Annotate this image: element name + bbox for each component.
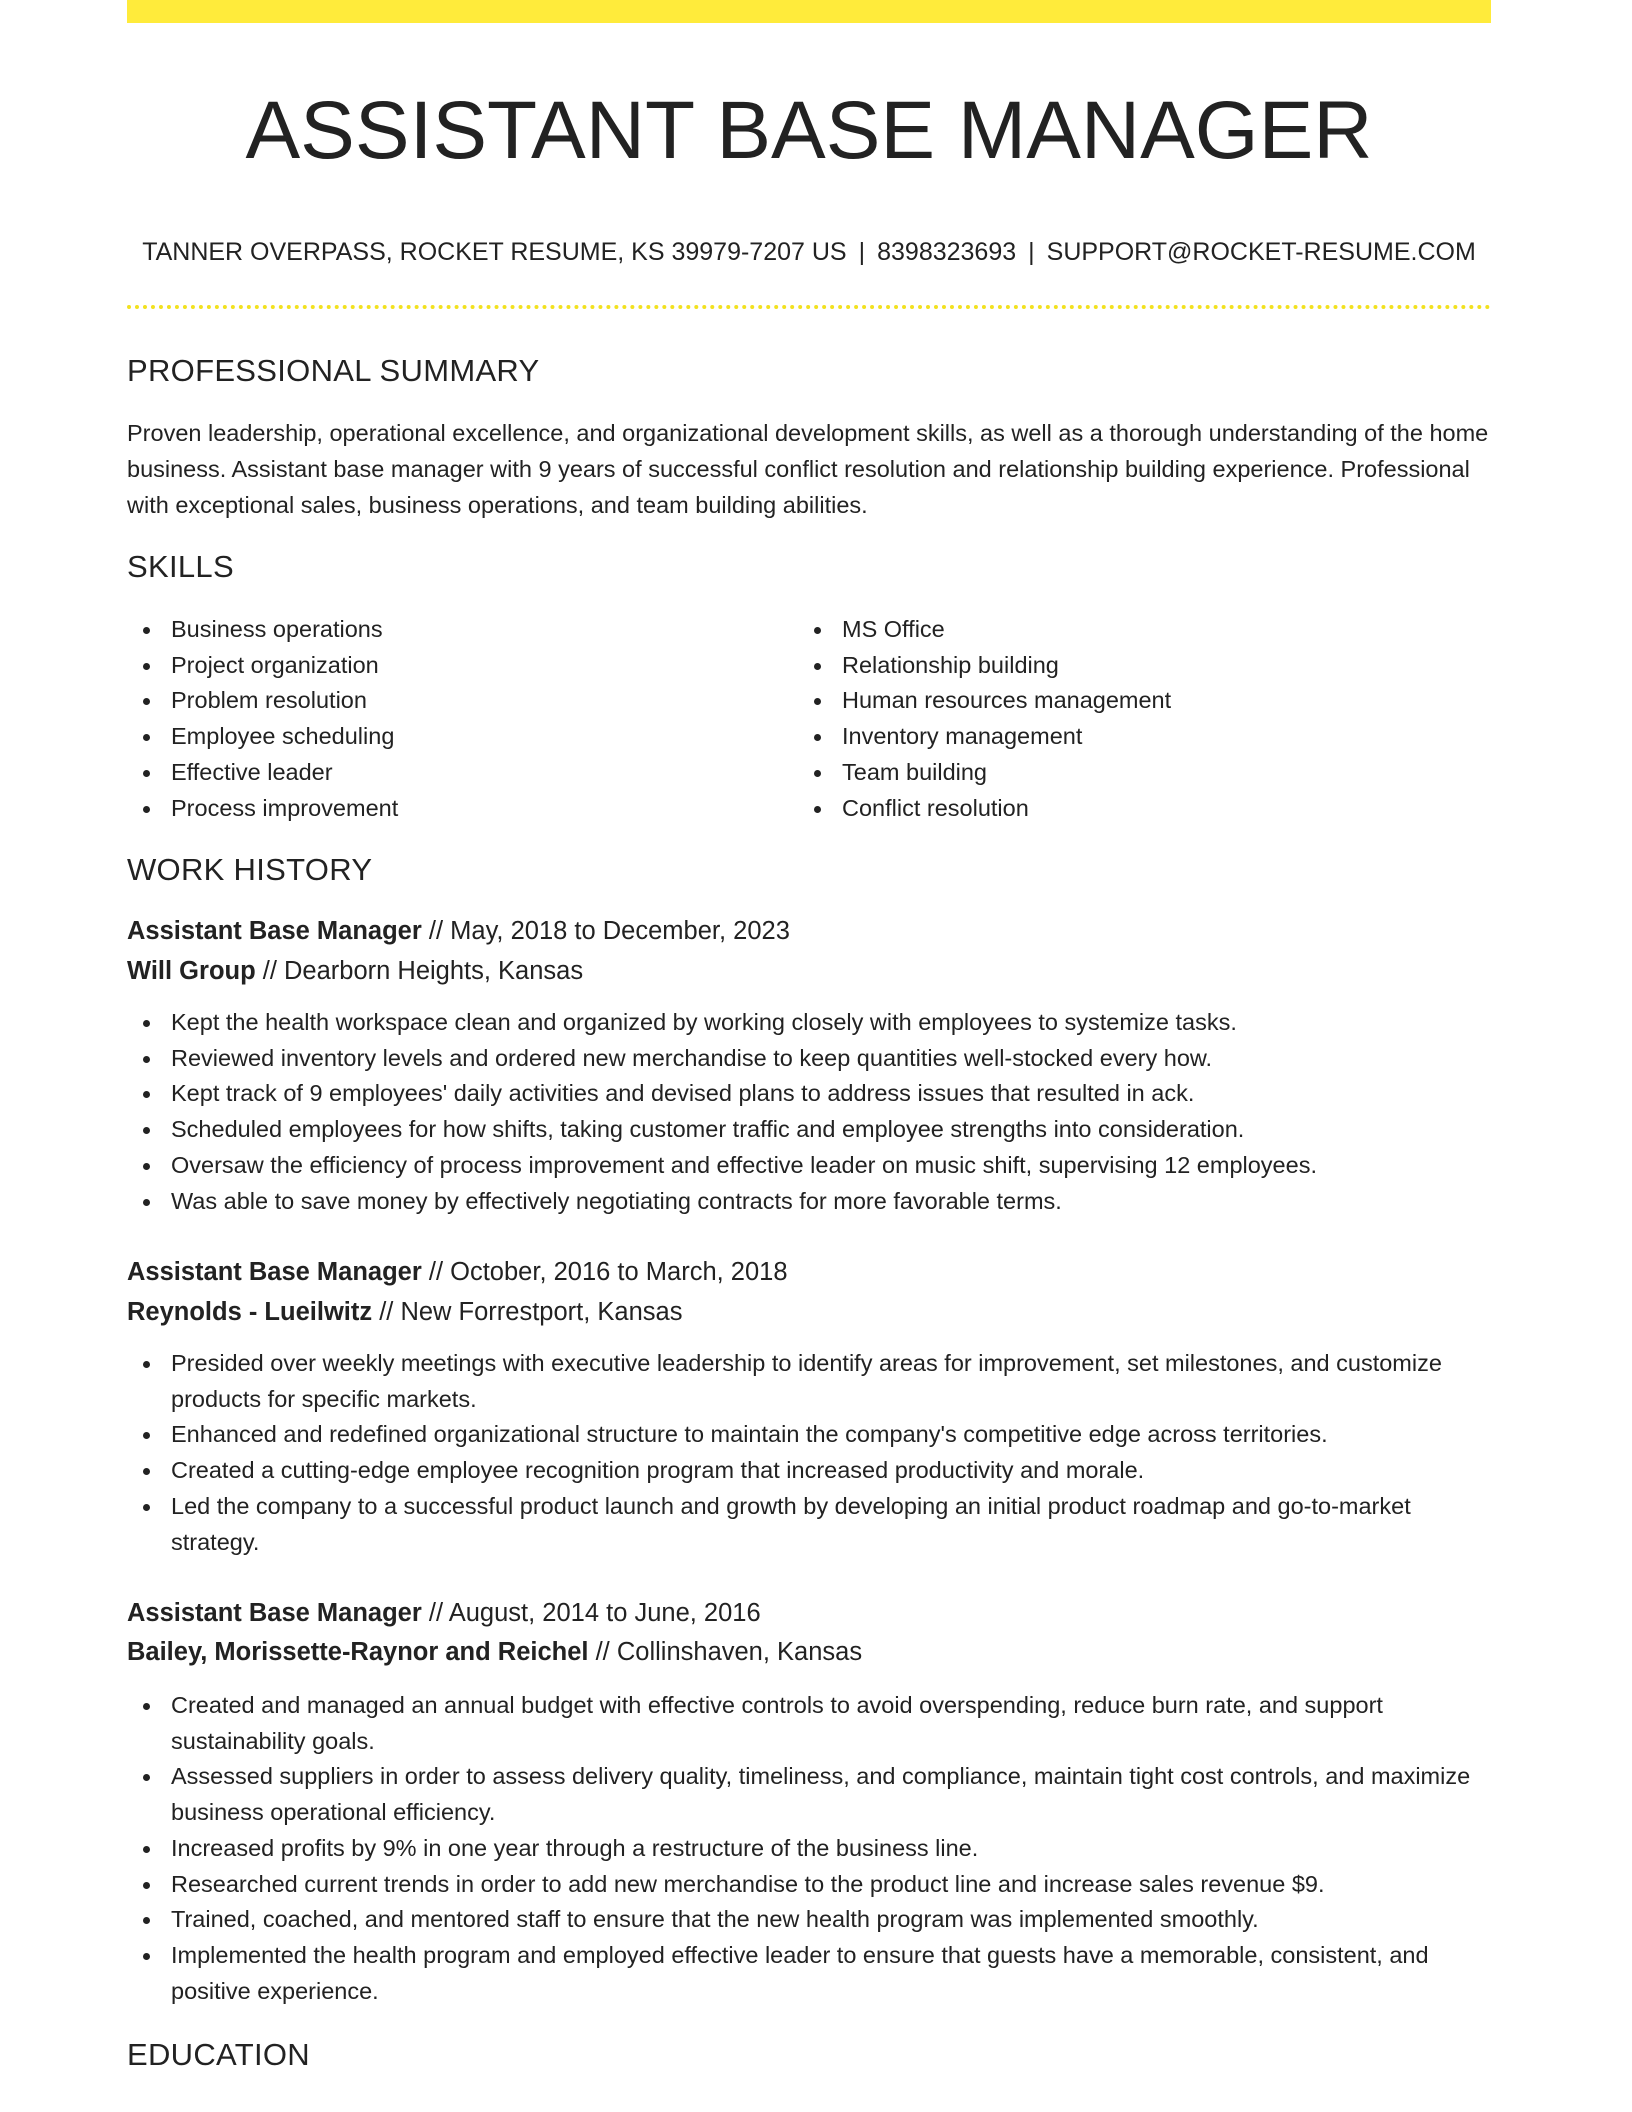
job-dates: May, 2018 to December, 2023 — [450, 917, 790, 945]
top-accent-bar — [127, 0, 1491, 23]
job-title: Assistant Base Manager — [127, 917, 422, 945]
skill-item: Inventory management — [798, 719, 1491, 755]
list-item: Researched current trends in order to add new merchandise to the product line and increase sales revenue $9. — [127, 1867, 1491, 1903]
contact-phone: 8398323693 — [877, 238, 1017, 266]
skill-item: Team building — [798, 755, 1491, 791]
skill-item: Process improvement — [127, 791, 787, 827]
skill-item: Relationship building — [798, 648, 1491, 684]
skill-item: Problem resolution — [127, 683, 787, 719]
list-item: Enhanced and redefined organizational structure to maintain the company's competitive edge across territories. — [127, 1417, 1491, 1453]
job-location: Collinshaven, Kansas — [616, 1638, 863, 1666]
list-item: Kept track of 9 employees' daily activities and devised plans to address issues that resulted in ack. — [127, 1076, 1491, 1112]
skill-item: Human resources management — [798, 683, 1491, 719]
job-location: Dearborn Heights, Kansas — [284, 957, 584, 985]
list-item: Presided over weekly meetings with executive leadership to identify areas for improvement, set milestones, and customize products for specific markets. — [127, 1346, 1491, 1417]
resume-title: ASSISTANT BASE MANAGER — [245, 85, 1373, 176]
work-history-heading: WORK HISTORY — [127, 852, 373, 887]
skills-list-left — [127, 612, 787, 826]
list-item: Kept the health workspace clean and organized by working closely with employees to systemize tasks. — [127, 1005, 1491, 1041]
job-separator: // — [421, 917, 451, 945]
contact-address: TANNER OVERPASS, ROCKET RESUME, KS 39979-7207 US — [142, 238, 847, 266]
job-company: Will Group — [127, 957, 256, 985]
job-dates: August, 2014 to June, 2016 — [448, 1599, 761, 1627]
job-separator: // — [421, 1258, 451, 1286]
list-item: Led the company to a successful product launch and growth by developing an initial product roadmap and go-to-market strategy. — [127, 1489, 1491, 1560]
job-bullet-list — [127, 1688, 1491, 2009]
job-company: Bailey, Morissette-Raynor and Reichel — [127, 1638, 589, 1666]
list-item: Was able to save money by effectively negotiating contracts for more favorable terms. — [127, 1184, 1491, 1220]
list-item: Assessed suppliers in order to assess delivery quality, timeliness, and compliance, maintain tight cost controls, and maximize business operational efficiency. — [127, 1759, 1491, 1830]
list-item: Trained, coached, and mentored staff to ensure that the new health program was implemented smoothly. — [127, 1902, 1491, 1938]
job-separator: // — [588, 1638, 617, 1666]
skills-heading: SKILLS — [127, 549, 234, 584]
job-separator: // — [255, 957, 285, 985]
job-title-line — [127, 913, 790, 949]
summary-heading: PROFESSIONAL SUMMARY — [127, 353, 540, 388]
skill-item: Effective leader — [127, 755, 787, 791]
list-item: Increased profits by 9% in one year through a restructure of the business line. — [127, 1831, 1491, 1867]
contact-separator: | — [858, 238, 866, 266]
job-company-line — [127, 953, 583, 989]
skill-item: Project organization — [127, 648, 787, 684]
list-item: Oversaw the efficiency of process improvement and effective leader on music shift, supervising 12 employees. — [127, 1148, 1491, 1184]
job-separator: // — [421, 1599, 449, 1627]
summary-text: Proven leadership, operational excellence, and organizational development skills, as well as a thorough understanding of the home business. Assistant base manager with 9 years of successful conflict resolution and relationship building experience. Professional with exceptional sales, business operations, and team building abilities. — [127, 420, 1489, 518]
job-bullet-list — [127, 1005, 1491, 1219]
contact-line — [127, 234, 1491, 270]
skill-item: Conflict resolution — [798, 791, 1491, 827]
job-company: Reynolds - Lueilwitz — [127, 1298, 373, 1326]
list-item: Created and managed an annual budget with effective controls to avoid overspending, reduce burn rate, and support sustainability goals. — [127, 1688, 1491, 1759]
job-separator: // — [372, 1298, 401, 1326]
education-heading: EDUCATION — [127, 2037, 310, 2072]
contact-email: SUPPORT@ROCKET-RESUME.COM — [1046, 238, 1476, 266]
list-item: Scheduled employees for how shifts, taking customer traffic and employee strengths into consideration. — [127, 1112, 1491, 1148]
skill-item: MS Office — [798, 612, 1491, 648]
job-location: New Forrestport, Kansas — [400, 1298, 683, 1326]
job-title: Assistant Base Manager — [127, 1258, 422, 1286]
skill-item: Employee scheduling — [127, 719, 787, 755]
job-company-line — [127, 1634, 862, 1670]
job-title-line — [127, 1595, 761, 1631]
contact-separator: | — [1028, 238, 1035, 266]
job-dates: October, 2016 to March, 2018 — [450, 1258, 788, 1286]
job-title-line — [127, 1254, 788, 1290]
job-title: Assistant Base Manager — [127, 1599, 422, 1627]
list-item: Reviewed inventory levels and ordered new merchandise to keep quantities well-stocked every how. — [127, 1041, 1491, 1077]
list-item: Created a cutting-edge employee recognition program that increased productivity and morale. — [127, 1453, 1491, 1489]
skill-item: Business operations — [127, 612, 787, 648]
job-company-line — [127, 1294, 682, 1330]
skills-list-right — [798, 612, 1491, 826]
dotted-divider — [127, 305, 1491, 309]
job-bullet-list — [127, 1346, 1491, 1560]
list-item: Implemented the health program and employed effective leader to ensure that guests have a memorable, consistent, and positive experience. — [127, 1938, 1491, 2009]
